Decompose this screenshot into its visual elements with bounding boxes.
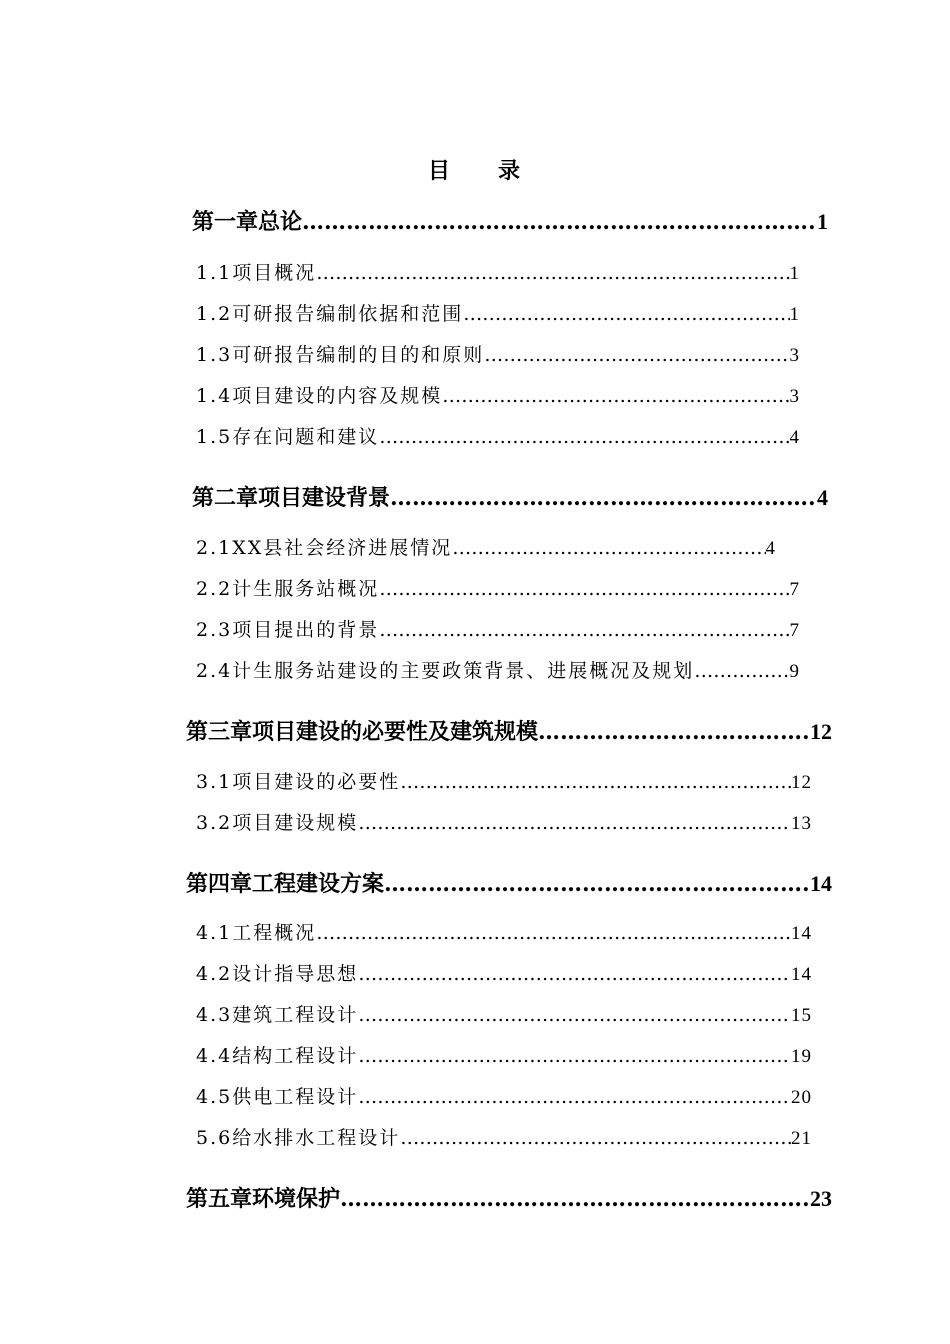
page-number: 1 [789,263,800,284]
chapter-number: 第五章 [186,1186,253,1212]
dot-leader [316,922,791,944]
toc-section-2-2[interactable] [196,574,800,601]
dot-leader [358,963,791,985]
page-number: 3 [789,345,800,366]
section-title: 1.5存在问题和建议 [196,426,380,448]
chapter-number: 第三章 [186,719,253,745]
section-title: 5.6给水排水工程设计 [196,1127,401,1149]
section-title: 4.3建筑工程设计 [196,1004,359,1026]
page-number: 3 [789,386,800,407]
toc-section-2-4[interactable] [196,656,800,683]
chapter-number: 第一章 [192,209,259,235]
page-number: 13 [791,813,812,834]
toc-section-1-3[interactable] [196,340,800,367]
toc-section-2-3[interactable] [196,615,800,642]
dot-leader [463,303,789,325]
section-title: 4.1工程概况 [196,922,317,944]
section-title: 2.4计生服务站建设的主要政策背景、进展概况及规划 [196,660,695,682]
page-number: 14 [791,964,812,985]
page-number: 1 [817,209,828,234]
toc-chapter-3[interactable] [186,715,832,746]
section-title: 2.3项目提出的背景 [196,619,380,641]
page-number: 20 [791,1087,812,1108]
dot-leader [358,812,791,834]
dot-leader [340,1186,810,1212]
section-title: 3.2项目建设规模 [196,812,359,834]
toc-section-3-2[interactable] [196,808,812,835]
toc-section-1-4[interactable] [196,381,800,408]
page-number: 21 [791,1128,812,1149]
page-number: 12 [791,772,812,793]
toc-chapter-5[interactable] [186,1182,832,1213]
toc-chapter-1[interactable] [192,205,828,236]
page-number: 7 [789,620,800,641]
page-number: 4 [765,538,776,559]
page-number: 19 [791,1046,812,1067]
page-number: 23 [810,1186,832,1211]
section-title: 1.3可研报告编制的目的和原则 [196,344,485,366]
toc-title-part1: 目 [427,158,452,184]
section-title: 4.4结构工程设计 [196,1045,359,1067]
page-number: 9 [789,661,800,682]
dot-leader [379,578,789,600]
section-title: 2.2计生服务站概况 [196,578,380,600]
section-title: 4.5供电工程设计 [196,1086,359,1108]
dot-leader [316,262,789,284]
section-title: 3.1项目建设的必要性 [196,771,401,793]
section-title: 1.2可研报告编制依据和范围 [196,303,464,325]
page-number: 12 [810,719,832,744]
toc-section-4-1[interactable] [196,918,812,945]
dot-leader [358,1004,791,1026]
chapter-number: 第二章 [192,485,259,511]
toc-section-1-1[interactable] [196,258,800,285]
chapter-title: 工程建设方案 [252,871,385,897]
dot-leader [452,537,765,559]
chapter-title: 总论 [258,209,303,235]
dot-leader [694,660,789,682]
section-title: 1.4项目建设的内容及规模 [196,385,443,407]
toc-section-1-5[interactable] [196,422,800,449]
toc-section-4-3[interactable] [196,1000,812,1027]
chapter-number: 第四章 [186,871,253,897]
page-number: 4 [817,485,828,510]
toc-title [0,154,950,185]
page-number: 4 [789,427,800,448]
page-number: 7 [789,579,800,600]
dot-leader [400,1127,791,1149]
page-number: 14 [791,923,812,944]
dot-leader [538,719,810,745]
page-number: 14 [810,871,832,896]
page-number: 15 [791,1005,812,1026]
chapter-title: 项目建设背景 [258,485,391,511]
toc-section-4-4[interactable] [196,1041,812,1068]
dot-leader [302,209,817,235]
dot-leader [379,619,789,641]
section-title: 2.1XX县社会经济进展情况 [196,537,453,559]
section-title: 4.2设计指导思想 [196,963,359,985]
toc-section-3-1[interactable] [196,767,812,794]
dot-leader [384,871,810,897]
chapter-title: 环境保护 [252,1186,341,1212]
dot-leader [379,426,789,448]
dot-leader [442,385,789,407]
dot-leader [358,1086,791,1108]
dot-leader [390,485,817,511]
toc-section-2-1[interactable] [196,533,776,560]
toc-title-part2: 录 [498,158,523,184]
toc-section-4-5[interactable] [196,1082,812,1109]
toc-section-1-2[interactable] [196,299,800,326]
dot-leader [358,1045,791,1067]
toc-section-4-2[interactable] [196,959,812,986]
page-number: 1 [789,304,800,325]
toc-chapter-4[interactable] [186,867,832,898]
dot-leader [484,344,789,366]
toc-section-5-6[interactable] [196,1123,812,1150]
section-title: 1.1项目概况 [196,262,317,284]
toc-chapter-2[interactable] [192,481,828,512]
dot-leader [400,771,791,793]
chapter-title: 项目建设的必要性及建筑规模 [252,719,539,745]
